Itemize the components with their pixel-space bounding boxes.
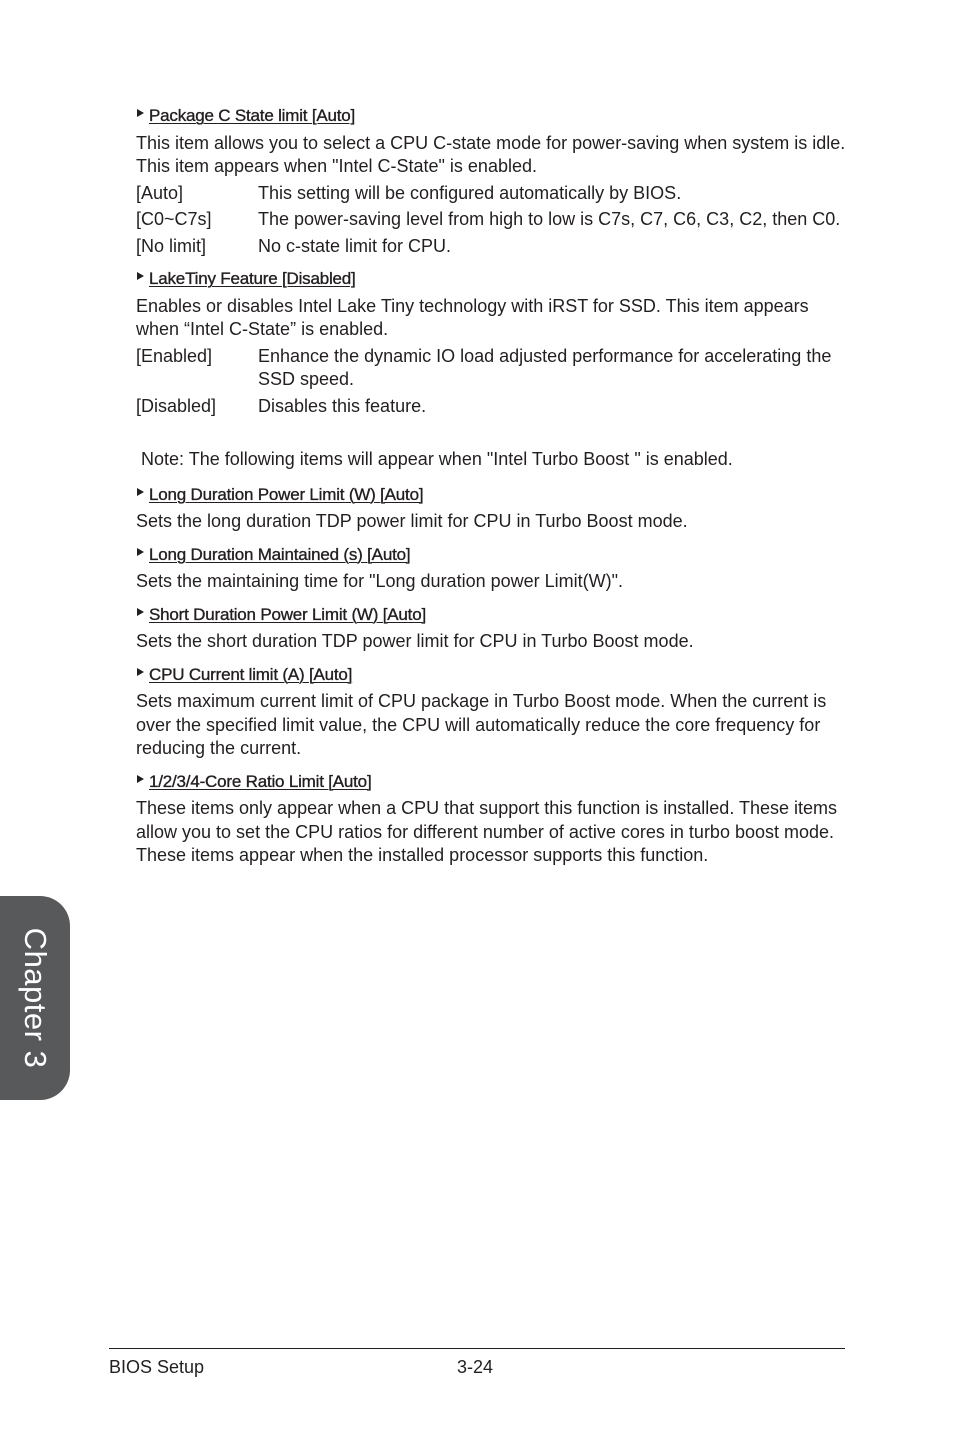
item-description: These items only appear when a CPU that support this function is installed. These items allow you to set the CPU ratios for different number of active cores in turbo boost mode. These items appear when the installed processor supports this function. xyxy=(136,798,838,865)
turbo-boost-note: Note: The following items will appear when "Intel Turbo Boost " is enabled. xyxy=(141,449,733,469)
item-heading-text: Package C State limit [Auto] xyxy=(149,106,356,125)
item-description: This item allows you to select a CPU C-state mode for power-saving when system is idle. This item appears when "Intel C-State" is enabled. xyxy=(136,132,846,176)
item-heading xyxy=(135,770,847,794)
option-value: Enhance the dynamic IO load adjusted performance for accelerating the SSD speed. xyxy=(258,345,832,389)
option-value: No c-state limit for CPU. xyxy=(258,235,452,256)
triangle-bullet-icon xyxy=(137,608,144,616)
option-key: [C0~C7s] xyxy=(136,209,212,229)
item-heading xyxy=(135,663,847,687)
option-key: [Enabled] xyxy=(136,345,213,366)
footer-section-title: BIOS Setup xyxy=(109,1357,205,1377)
item-description: Sets maximum current limit of CPU package in Turbo Boost mode. When the current is over the specified limit value, the CPU will automatically reduce the core frequency for reducing the current. xyxy=(136,691,827,758)
section-core-ratio-limit xyxy=(136,770,848,868)
footer-divider xyxy=(109,1348,845,1349)
option-row xyxy=(136,208,848,232)
item-heading-text: Short Duration Power Limit (W) [Auto] xyxy=(149,604,426,624)
triangle-bullet-icon xyxy=(137,488,144,496)
triangle-bullet-icon xyxy=(137,775,144,783)
chapter-tab-label: Chapter 3 xyxy=(18,927,53,1069)
option-row xyxy=(136,395,848,419)
option-key: [Disabled] xyxy=(136,395,217,416)
item-heading xyxy=(135,104,847,128)
triangle-bullet-icon xyxy=(137,668,144,676)
item-description: Sets the maintaining time for "Long duration power Limit(W)". xyxy=(136,571,623,591)
section-laketiny-feature xyxy=(136,267,848,418)
footer-page-number: 3-24 xyxy=(457,1357,494,1377)
triangle-bullet-icon xyxy=(137,548,144,556)
section-long-duration-maintained xyxy=(136,543,848,594)
section-short-duration-power-limit xyxy=(136,603,848,654)
section-package-c-state xyxy=(136,104,848,258)
option-value: Disables this feature. xyxy=(258,395,427,416)
chapter-tab xyxy=(0,896,70,1100)
option-row xyxy=(136,182,848,206)
item-heading xyxy=(135,543,847,567)
item-description: Enables or disables Intel Lake Tiny technology with iRST for SSD. This item appears when “Intel C-State” is enabled. xyxy=(136,295,809,339)
option-key: [Auto] xyxy=(136,182,184,203)
section-long-duration-power-limit xyxy=(136,483,848,534)
item-heading-text: Long Duration Power Limit (W) [Auto] xyxy=(149,484,424,504)
option-row xyxy=(136,235,848,259)
option-value: The power-saving level from high to low is C7s, C7, C6, C3, C2, then C0. xyxy=(258,209,841,229)
manual-content xyxy=(136,104,848,877)
section-cpu-current-limit xyxy=(136,663,848,761)
item-description: Sets the short duration TDP power limit for CPU in Turbo Boost mode. xyxy=(136,631,694,651)
item-description: Sets the long duration TDP power limit for CPU in Turbo Boost mode. xyxy=(136,511,688,531)
triangle-bullet-icon xyxy=(137,272,144,280)
item-heading-text: LakeTiny Feature [Disabled] xyxy=(149,269,356,288)
option-row xyxy=(136,345,848,392)
item-heading xyxy=(135,603,847,627)
item-heading xyxy=(135,483,847,507)
option-key: [No limit] xyxy=(136,235,207,256)
item-heading-text: 1/2/3/4-Core Ratio Limit [Auto] xyxy=(149,771,372,791)
item-heading-text: CPU Current limit (A) [Auto] xyxy=(149,664,353,684)
item-heading xyxy=(135,267,847,291)
item-heading-text: Long Duration Maintained (s) [Auto] xyxy=(149,544,411,564)
triangle-bullet-icon xyxy=(137,109,144,117)
option-value: This setting will be configured automatically by BIOS. xyxy=(258,182,682,203)
